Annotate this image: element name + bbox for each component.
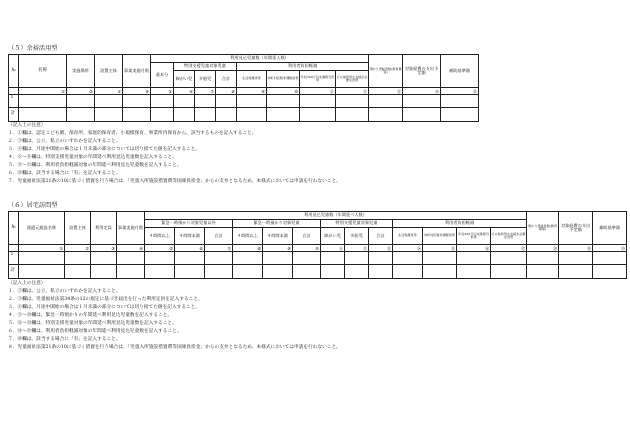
s6-col-number: ⑱ xyxy=(527,245,559,252)
s5-cell[interactable] xyxy=(237,108,267,122)
s6-note: １．②欄は、公立、私立のいずれかを記入すること。 xyxy=(8,289,121,294)
s5-header-multiple: 多胎児 xyxy=(195,71,216,88)
s5-header-no: № xyxy=(9,55,19,88)
s6-header-emergency-other: 緊急一時預かり対象児童以外 xyxy=(145,220,233,228)
s6-header-under4: ４時間以上 xyxy=(233,228,263,245)
s6-header-emergency: 緊急一時預かり対象児童 xyxy=(233,220,321,228)
s5-note: ３．④欄は、月途中開始の場合は１月未満の部分については切り捨てた値を記入すること。 xyxy=(8,147,201,152)
s6-col-number: ⑤ xyxy=(145,245,175,252)
s6-header-dispatch: 派遣元施設名称 xyxy=(19,212,65,245)
s5-col-number: ⑫ xyxy=(336,88,369,95)
s6-header-disabled: 障がい児 xyxy=(321,228,345,245)
s6-col-number: ⑰ xyxy=(491,245,527,252)
s5-col-number: ⑥ xyxy=(174,88,195,95)
s6-col-number: ⑧ xyxy=(233,245,263,252)
s6-col-number: ⑮ xyxy=(423,245,457,252)
s6-cell[interactable] xyxy=(369,252,393,265)
s5-cell[interactable] xyxy=(95,108,123,122)
s6-col-number: ③ xyxy=(91,245,117,252)
s6-header-operator: 設置主体 xyxy=(65,212,91,245)
s6-cell[interactable] xyxy=(263,265,293,279)
s6-cell[interactable] xyxy=(65,265,91,279)
s6-cell[interactable] xyxy=(19,252,65,265)
s6-notes-title: （記入上の注意） xyxy=(8,281,46,286)
s6-cell[interactable] xyxy=(527,265,559,279)
s5-cell[interactable] xyxy=(95,95,123,108)
s5-cell[interactable] xyxy=(67,95,95,108)
s5-cell[interactable] xyxy=(237,95,267,108)
s6-cell[interactable] xyxy=(19,265,65,279)
table-row xyxy=(9,252,627,265)
s6-col-number: ⑥ xyxy=(175,245,205,252)
s5-cell[interactable] xyxy=(151,95,174,108)
s6-cell[interactable] xyxy=(559,252,593,265)
s5-cell[interactable] xyxy=(19,108,67,122)
s5-cell[interactable] xyxy=(195,95,216,108)
s5-cell[interactable] xyxy=(403,108,441,122)
s6-cell[interactable] xyxy=(175,265,205,279)
s6-col-number: ④ xyxy=(117,245,145,252)
s5-col-number: ⑮ xyxy=(441,88,479,95)
s5-header-operator: 設置主体 xyxy=(95,55,123,88)
s6-header-multiple: 多胎児 xyxy=(345,228,369,245)
s6-col-number: ⑨ xyxy=(263,245,293,252)
s6-cell[interactable] xyxy=(117,252,145,265)
s6-header-welfare: 生活保護世帯 xyxy=(393,228,423,245)
s6-col-number: ① xyxy=(19,245,65,252)
s6-header-months: 事業実施月数 xyxy=(117,212,145,245)
s5-header-months: 事業実施月数 xyxy=(123,55,151,88)
s5-cell[interactable] xyxy=(123,95,151,108)
s5-note: ４．⑥〜⑧欄は、特別支援児童対象の年間延べ利用見込児童数を記入すること。 xyxy=(8,155,177,160)
s6-cell[interactable] xyxy=(559,265,593,279)
s6-cell[interactable] xyxy=(145,252,175,265)
s6-cell[interactable] xyxy=(527,252,559,265)
s5-header-subtotal: 合計 xyxy=(216,71,237,88)
s5-header-other-special: その他特別な支援が必要な世帯 xyxy=(336,71,369,88)
s6-note: ２．③欄は、児童福祉法第34条の12の規定に基づき届出を行った利用定員を記入すること。 xyxy=(8,297,203,302)
s5-header-subsidy-target: 特別支援児童対象児童 xyxy=(174,63,237,71)
s5-col-number: ⑧ xyxy=(216,88,237,95)
s6-cell[interactable] xyxy=(457,252,491,265)
s6-row-label: 1 xyxy=(9,252,19,265)
s5-header-disabled: 障がい児 xyxy=(174,71,195,88)
s6-cell[interactable] xyxy=(293,265,321,279)
s6-header-subsidy-std: 補助基準額 xyxy=(593,212,627,245)
s6-col-number: ⑩ xyxy=(293,245,321,252)
section6-table xyxy=(8,211,627,279)
s5-col-number: ⑩ xyxy=(267,88,300,95)
s6-note: ５．⑪〜⑬欄は、特別支援児童対象の年間延べ利用見込児童数を記入すること。 xyxy=(8,321,177,326)
s5-col-number: ③ xyxy=(95,88,123,95)
s6-cell[interactable] xyxy=(491,265,527,279)
s5-cell[interactable] xyxy=(267,108,300,122)
s6-cell[interactable] xyxy=(345,265,369,279)
s5-col-number: ⑬ xyxy=(369,88,403,95)
s5-cell[interactable] xyxy=(441,95,479,108)
s6-header-user-burden: 利用者負担軽減 xyxy=(393,220,527,228)
s5-cell[interactable] xyxy=(151,108,174,122)
s6-header-expenses: 対象経費の支出予定額 xyxy=(559,212,593,245)
section5-title: （５）余裕活用型 xyxy=(8,45,58,52)
s6-cell[interactable] xyxy=(233,252,263,265)
s6-header-special-support: 特別支援児童対象児童 xyxy=(321,220,393,228)
s5-row-label: 1 xyxy=(9,95,19,108)
section6-title: （６）居宅訪問型 xyxy=(8,202,58,209)
s5-header-location: 実施場所 xyxy=(67,55,95,88)
s5-header-tax-exempt: 市町村民税非課税世帯 xyxy=(267,71,300,88)
table-row xyxy=(9,95,479,108)
table-row-total xyxy=(9,265,627,279)
s5-cell[interactable] xyxy=(216,95,237,108)
s6-cell[interactable] xyxy=(91,265,117,279)
s5-header-reservation: 預かり登録者数(教育費等) xyxy=(369,55,403,88)
s6-col-number: ⑯ xyxy=(457,245,491,252)
s6-col-number: ⑪ xyxy=(321,245,345,252)
s5-cell[interactable] xyxy=(174,108,195,122)
s5-cell[interactable] xyxy=(123,108,151,122)
s6-cell[interactable] xyxy=(65,252,91,265)
s6-cell[interactable] xyxy=(175,252,205,265)
s6-cell[interactable] xyxy=(91,252,117,265)
s5-cell[interactable] xyxy=(336,108,369,122)
s5-cell[interactable] xyxy=(216,108,237,122)
s5-col-number: ④ xyxy=(123,88,151,95)
s6-col-number: ② xyxy=(65,245,91,252)
s6-header-subtotal: 合計 xyxy=(293,228,321,245)
s6-cell[interactable] xyxy=(393,265,423,279)
s6-cell[interactable] xyxy=(205,252,233,265)
s6-header-subtotal: 合計 xyxy=(369,228,393,245)
s6-cell[interactable] xyxy=(423,265,457,279)
s6-note: ７．⑱欄は、該当する場合に「有」を記入すること。 xyxy=(8,337,121,342)
s5-col-number: ⑨ xyxy=(237,88,267,95)
s6-cell[interactable] xyxy=(263,252,293,265)
s6-note: ３．④欄は、月途中開始の場合は１月未満の部分については切り捨てた値を記入すること。 xyxy=(8,305,201,310)
s6-cell[interactable] xyxy=(293,252,321,265)
s6-cell[interactable] xyxy=(393,252,423,265)
s5-col-number: ⑪ xyxy=(300,88,336,95)
s5-header-subsidy-std: 補助基準額 xyxy=(441,55,479,88)
s5-cell[interactable] xyxy=(441,108,479,122)
s6-header-user-fixed: 利用定員 xyxy=(91,212,117,245)
s5-cell[interactable] xyxy=(300,108,336,122)
s5-circled-row xyxy=(9,88,479,95)
s5-header-usage-group: 利用見込児童数（年間延人数） xyxy=(151,55,369,63)
s5-header-name: 名称 xyxy=(19,55,67,88)
s6-col-number: ⑲ xyxy=(559,245,593,252)
s5-cell[interactable] xyxy=(300,95,336,108)
s6-cell[interactable] xyxy=(593,265,627,279)
s6-note: ６．⑭〜⑰欄は、利用者負担軽減対象の年間延べ利用見込児童数を記入すること。 xyxy=(8,329,182,334)
s5-header-user-burden: 利用者負担軽減 xyxy=(237,63,369,71)
s5-cell[interactable] xyxy=(174,95,195,108)
s6-header-other-special: その他特別な支援が必要な世帯 xyxy=(491,228,527,245)
s5-cell[interactable] xyxy=(369,108,403,122)
s6-header-under4: ４時間以上 xyxy=(145,228,175,245)
s6-circled-row xyxy=(9,245,627,252)
s5-row-label: 計 xyxy=(9,108,19,122)
s6-col-number: ⑫ xyxy=(345,245,369,252)
s6-cell[interactable] xyxy=(369,265,393,279)
s6-header-tax-exempt: 市町村民税非課税世帯 xyxy=(423,228,457,245)
s6-cell[interactable] xyxy=(117,265,145,279)
s5-cell[interactable] xyxy=(403,95,441,108)
s5-note: ７．児童福祉法第21条の10に基づく措置を行う場合は、「児童入所施設措置費等国庫負担金」からの支弁となるため、本様式においては申請を行わないこと。 xyxy=(8,179,341,184)
s5-notes-title: （記入上の注意） xyxy=(8,123,46,128)
s6-cell[interactable] xyxy=(457,265,491,279)
s5-notes xyxy=(8,122,341,186)
s5-note: ２．③欄は、公立、私立のいずれかを記入すること。 xyxy=(8,139,121,144)
s5-col-number: ② xyxy=(67,88,95,95)
s6-cell[interactable] xyxy=(205,265,233,279)
s6-note: ８．児童福祉法第21条の10に基づく措置を行う場合は、「児童入所施設措置費等国庫負担金」からの支弁となるため、本様式においては申請を行わないこと。 xyxy=(8,345,341,350)
s5-cell[interactable] xyxy=(336,95,369,108)
s6-note: ４．⑤〜⑩欄は、緊急一時預かりの年間延べ利用見込児童数を記入すること。 xyxy=(8,313,173,318)
s6-cell[interactable] xyxy=(345,252,369,265)
s5-col-number: ⑤ xyxy=(151,88,174,95)
s6-col-number: ⑬ xyxy=(369,245,393,252)
s5-col-number: ① xyxy=(19,88,67,95)
s6-header-subtotal: 合計 xyxy=(205,228,233,245)
s5-note: ６．⑬欄は、該当する場合に「有」を記入すること。 xyxy=(8,171,121,176)
s6-cell[interactable] xyxy=(145,265,175,279)
s5-note: １．①欄は、認定こども園、保育所、家庭的保育者、小規模保育、事業所内保育から、該当するものを記入すること。 xyxy=(8,131,257,136)
s6-header-over4: ４時間未満 xyxy=(175,228,205,245)
s6-cell[interactable] xyxy=(423,252,457,265)
s6-notes xyxy=(8,280,341,352)
s5-cell[interactable] xyxy=(195,108,216,122)
s6-cell[interactable] xyxy=(321,265,345,279)
s6-row-label: 計 xyxy=(9,265,19,279)
s5-cell[interactable] xyxy=(19,95,67,108)
s5-col-number: ⑦ xyxy=(195,88,216,95)
s6-header-reservation: 預かり登録者数(教育費等) xyxy=(527,212,559,245)
s5-header-expenses: 対象経費の支出予定額 xyxy=(403,55,441,88)
s5-col-number: ⑭ xyxy=(403,88,441,95)
s5-note: ５．⑨〜⑫欄は、利用者負担軽減対象の年間延べ利用見込児童数を記入すること。 xyxy=(8,163,182,168)
s5-header-income: 年収360万円未満相当世帯 xyxy=(300,71,336,88)
s6-col-number: ⑳ xyxy=(593,245,627,252)
s5-cell[interactable] xyxy=(369,95,403,108)
s5-cell[interactable] xyxy=(67,108,95,122)
s6-header-usage-group: 利用見込児童数（年間延べ人数） xyxy=(145,212,527,220)
s6-col-number: ⑭ xyxy=(393,245,423,252)
section5-table xyxy=(8,54,479,122)
s6-cell[interactable] xyxy=(233,265,263,279)
table-row-total xyxy=(9,108,479,122)
s6-cell[interactable] xyxy=(321,252,345,265)
s6-header-over4: ４時間未満 xyxy=(263,228,293,245)
s6-header-no: № xyxy=(9,212,19,245)
s6-col-number: ⑦ xyxy=(205,245,233,252)
s5-header-basic: 基本分 xyxy=(151,63,174,88)
s5-header-welfare: 生活保護世帯 xyxy=(237,71,267,88)
s6-cell[interactable] xyxy=(491,252,527,265)
s6-cell[interactable] xyxy=(593,252,627,265)
s5-cell[interactable] xyxy=(267,95,300,108)
s6-header-income: 年収360万円未満相当世帯 xyxy=(457,228,491,245)
